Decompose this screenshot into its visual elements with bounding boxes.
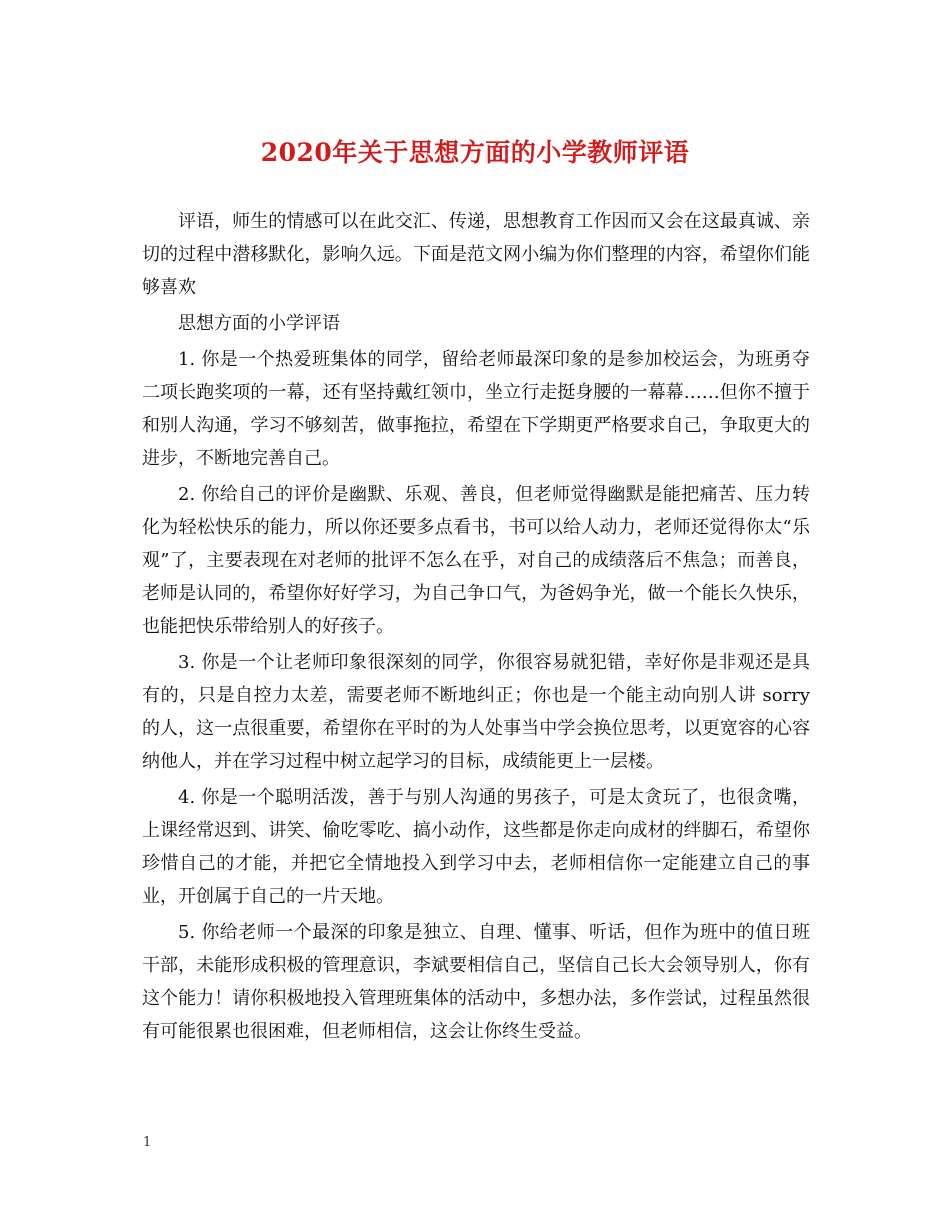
document-title: 2020年关于思想方面的小学教师评语	[260, 138, 690, 167]
comment-item-4: 4. 你是一个聪明活泼，善于与别人沟通的男孩子，可是太贪玩了，也很贪嘴，上课经常迟到、讲笑、偷吃零吃、搞小动作，这些都是你走向成材的绊脚石，希望你珍惜自己的才能，并把它全情地投入到学习中去，老师相信你一定能建立自己的事业，开创属于自己的一片天地。	[142, 787, 810, 907]
document-body	[142, 205, 810, 1048]
comment-item-2: 2. 你给自己的评价是幽默、乐观、善良，但老师觉得幽默是能把痛苦、压力转化为轻松快乐的能力，所以你还要多点看书，书可以给人动力，老师还觉得你太“乐观”了，主要表现在对老师的批评不怎么在乎，对自己的成绩落后不焦急；而善良，老师是认同的，希望你好好学习，为自己争口气，为爸妈争光，做一个能长久快乐，也能把快乐带给别人的好孩子。	[142, 484, 810, 637]
page-number: 1	[143, 1135, 152, 1150]
intro-paragraph: 评语，师生的情感可以在此交汇、传递，思想教育工作因而又会在这最真诚、亲切的过程中潜移默化，影响久远。下面是范文网小编为你们整理的内容，希望你们能够喜欢	[142, 211, 810, 298]
comment-item-5: 5. 你给老师一个最深的印象是独立、自理、懂事、听话，但作为班中的值日班干部，未能形成积极的管理意识，李斌要相信自己，坚信自己长大会领导别人，你有这个能力！请你积极地投入管理班集体的活动中，多想办法，多作尝试，过程虽然很有可能很累也很困难，但老师相信，这会让你终生受益。	[142, 922, 810, 1042]
section-heading: 思想方面的小学评语	[178, 313, 340, 334]
comment-item-3: 3. 你是一个让老师印象很深刻的同学，你很容易就犯错，幸好你是非观还是具有的，只是自控力太差，需要老师不断地纠正；你也是一个能主动向别人讲 sorry 的人，这一点很重要，希望你在平时的为人处事当中学会换位思考，以更宽容的心容纳他人，并在学习过程中树立起学习的目标，成绩能更上一层楼。	[142, 652, 810, 772]
comment-item-1: 1. 你是一个热爱班集体的同学，留给老师最深印象的是参加校运会，为班勇夺二项长跑奖项的一幕，还有坚持戴红领巾，坐立行走挺身腰的一幕幕……但你不擅于和别人沟通，学习不够刻苦，做事拖拉，希望在下学期更严格要求自己，争取更大的进步，不断地完善自己。	[142, 349, 810, 469]
